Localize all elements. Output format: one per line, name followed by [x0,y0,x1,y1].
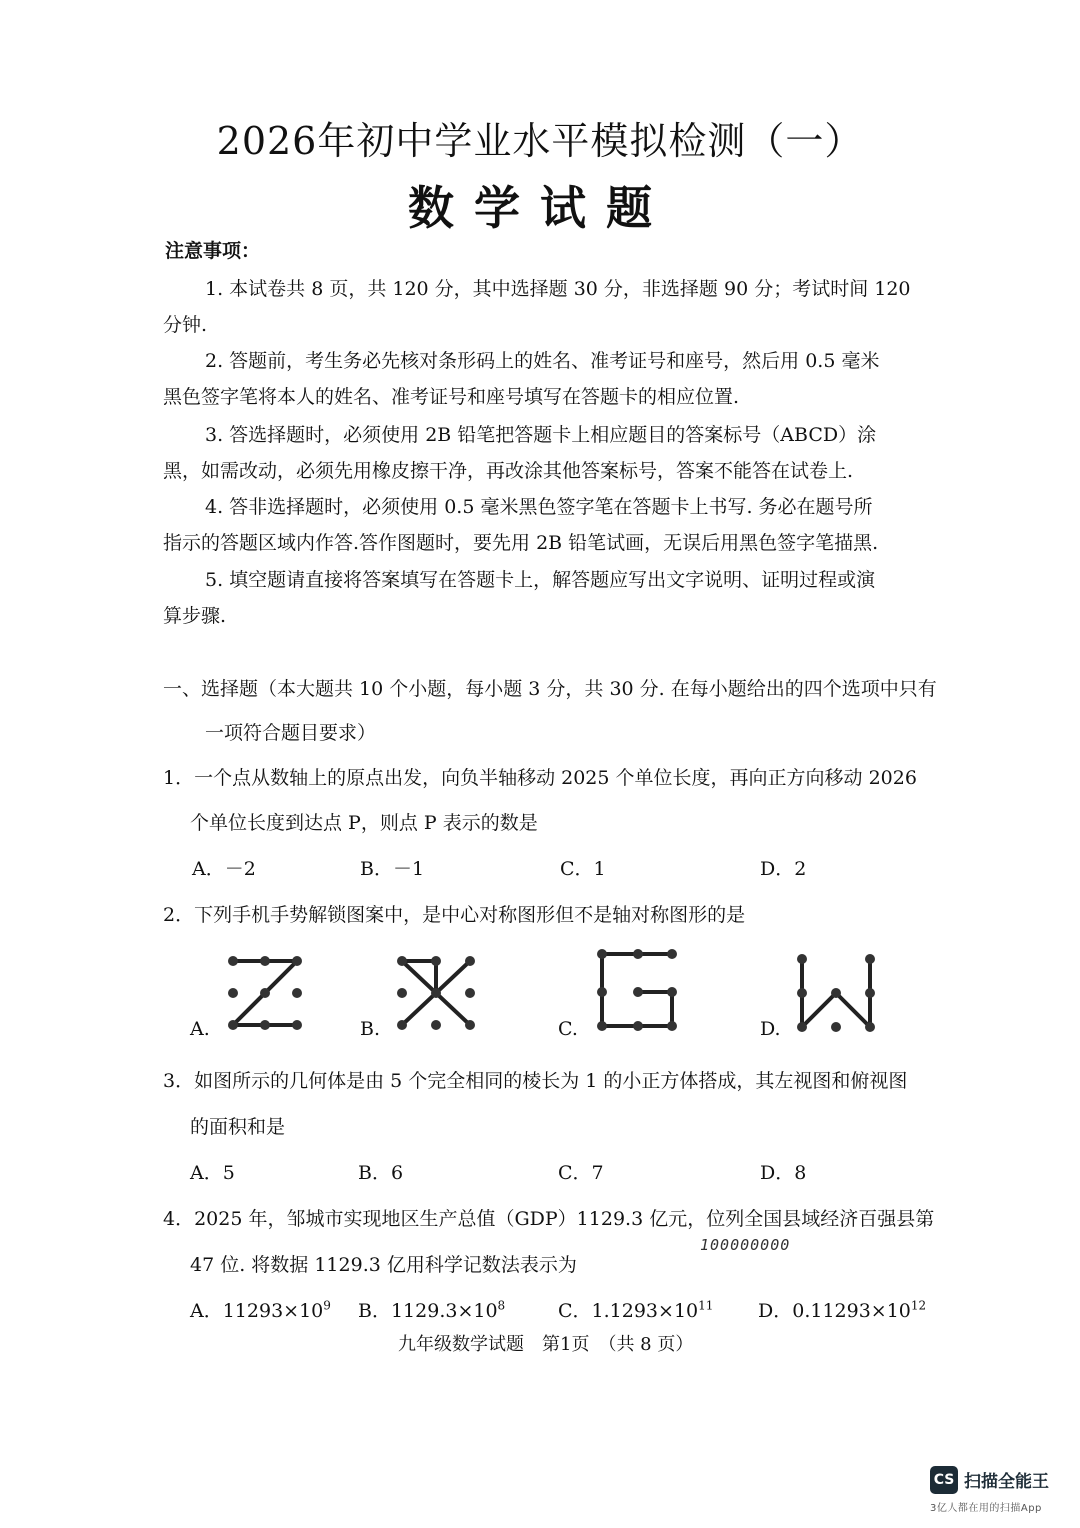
notice-heading: 注意事项： [165,240,261,262]
q1-option-a: A．－2 [192,858,256,880]
q1-option-d: D．2 [760,858,807,880]
notice-line-9: 5. 填空题请直接将答案填写在答题卡上，解答题应写出文字说明、证明过程或演 [205,569,876,591]
q1-stem-cont: 个单位长度到达点 P，则点 P 表示的数是 [190,812,538,834]
notice-line-5: 3. 答选择题时，必须使用 2B 铅笔把答题卡上相应题目的答案标号（ABCD）涂 [205,424,877,446]
q2-label-d: D. [760,1018,781,1040]
q4-option-b: B．$1129.3\times 10^8$ [358,1298,506,1322]
q2-stem: 2．下列手机手势解锁图案中，是中心对称图形但不是轴对称图形的是 [163,904,746,926]
notice-line-2: 分钟. [163,314,208,336]
q2-figure-c [598,950,678,1030]
section1-heading-cont: 一项符合题目要求） [205,722,377,744]
q4-option-c: C．$1.1293\times 10^{11}$ [558,1298,714,1322]
q2-label-a: A. [190,1018,210,1040]
scanner-app-name: 扫描全能王 [964,1472,1049,1492]
notice-line-1: 1. 本试卷共 8 页，共 120 分，其中选择题 30 分，非选择题 90 分；考试时间 120 [205,278,911,300]
notice-line-6: 黑，如需改动，必须先用橡皮擦干净，再改涂其他答案标号，答案不能答在试卷上. [163,460,854,482]
notice-line-3: 2. 答题前，考生务必先核对条形码上的姓名、准考证号和座号，然后用 0.5 毫米 [205,350,880,372]
q3-stem: 3．如图所示的几何体是由 5 个完全相同的棱长为 1 的小正方体搭成，其左视图和俯视图 [163,1070,908,1092]
q2-figure-b [398,955,478,1035]
q4-stem-cont: 47 位. 将数据 1129.3 亿用科学记数法表示为 [190,1254,577,1276]
q3-option-c: C．7 [558,1162,604,1184]
q3-stem-cont: 的面积和是 [190,1116,286,1138]
q3-option-d: D．8 [760,1162,807,1184]
q2-figure-d [798,955,878,1035]
exam-title: 2026年初中学业水平模拟检测（一） [216,119,864,163]
notice-line-7: 4. 答非选择题时，必须使用 0.5 毫米黑色签字笔在答题卡上书写. 务必在题号所 [205,496,873,518]
q1-option-c: C．1 [560,858,606,880]
q4-option-d: D．$0.11293\times 10^{12}$ [758,1298,927,1322]
notice-line-10: 算步骤. [163,605,227,627]
q1-option-b: B．－1 [360,858,425,880]
q2-figure-a [225,955,305,1035]
q3-option-a: A．5 [190,1162,235,1184]
q4-option-a: A．$11293\times 10^9$ [190,1298,331,1322]
scanner-tagline: 3亿人都在用的扫描App [930,1503,1042,1514]
q2-label-b: B. [360,1018,381,1040]
q1-stem: 1．一个点从数轴上的原点出发，向负半轴移动 2025 个单位长度，再向正方向移动 2026 [163,767,917,789]
exam-subtitle: 数学试题 [408,181,672,235]
q2-label-c: C. [558,1018,578,1040]
scanner-logo-icon: CS [930,1466,958,1494]
q3-option-b: B．6 [358,1162,404,1184]
handwritten-note: 100000000 [700,1236,791,1254]
q4-stem: 4．2025 年，邹城市实现地区生产总值（GDP）1129.3 亿元，位列全国县域经济百强县第 [163,1208,935,1230]
notice-line-4: 黑色签字笔将本人的姓名、准考证号和座号填写在答题卡的相应位置. [163,386,740,408]
page-footer: 九年级数学试题 第1页 （共 8 页） [398,1334,694,1355]
notice-line-8: 指示的答题区域内作答.答作图题时，要先用 2B 铅笔试画，无误后用黑色签字笔描黑. [163,532,879,554]
section1-heading: 一、选择题（本大题共 10 个小题，每小题 3 分，共 30 分. 在每小题给出的四个选项中只有 [163,678,937,700]
